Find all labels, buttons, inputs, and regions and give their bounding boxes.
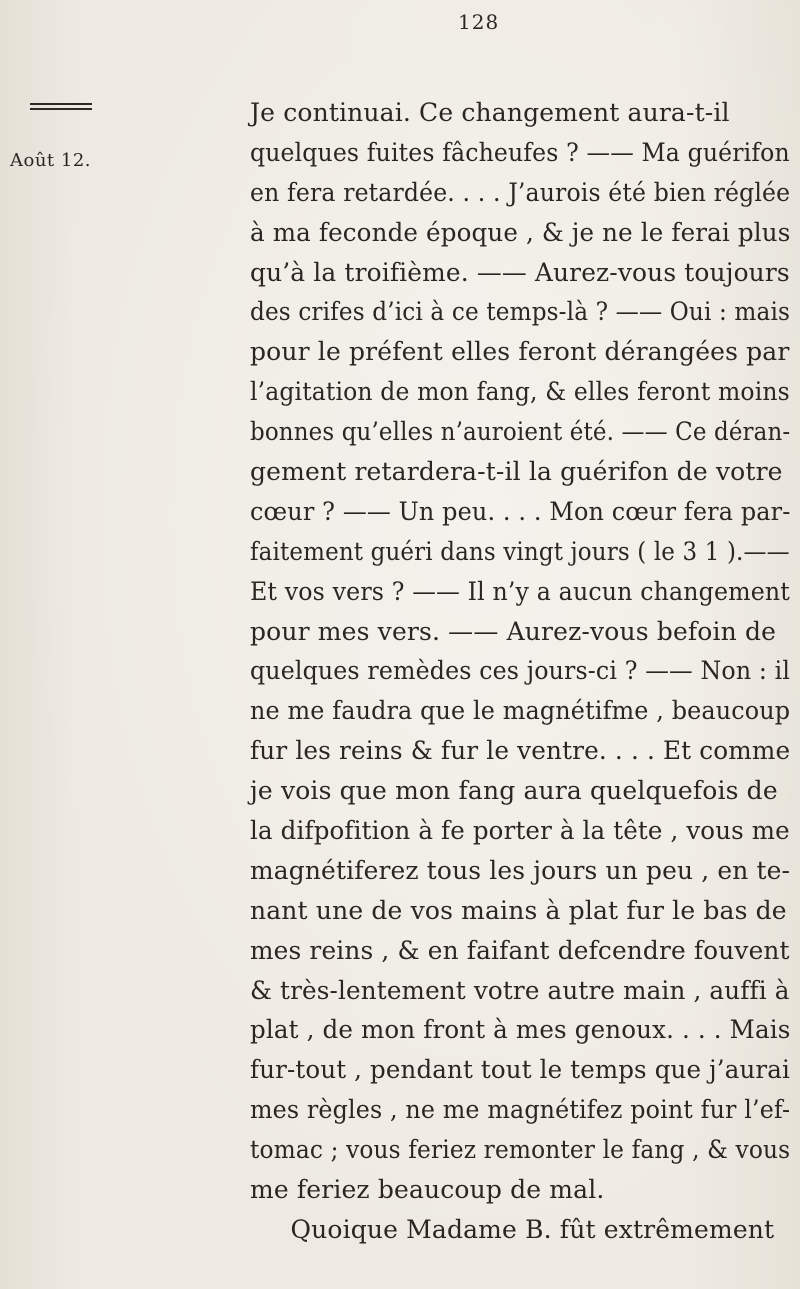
text-line: Quoique Madame B. fût extrêmement (250, 1214, 775, 1244)
text-line: mes règles , ne me magnétifez point fur l’ef- (250, 1095, 791, 1125)
text-line: magnétiferez tous les jours un peu , en te- (250, 855, 791, 885)
text-line: & très-lentement votre autre main , auffi à (250, 975, 790, 1005)
text-line: pour mes vers. —— Aurez-vous befoin de (250, 616, 777, 646)
text-line: qu’à la troifième. —— Aurez-vous toujours (250, 257, 790, 287)
margin-date-note: Août 12. (10, 150, 92, 171)
text-line: des crifes d’ici à ce temps-là ? —— Oui : mais (250, 297, 791, 327)
text-line: faitement guéri dans vingt jours ( le 3 1 ).—— (250, 536, 790, 566)
text-line: cœur ? —— Un peu. . . . Mon cœur fera par- (250, 496, 791, 526)
text-line: quelques remèdes ces jours-ci ? —— Non : il (250, 656, 791, 686)
text-line: je vois que mon fang aura quelquefois de (250, 776, 778, 806)
text-line: à ma feconde époque , & je ne le ferai plus (250, 217, 791, 247)
text-line: fur-tout , pendant tout le temps que j’aurai (250, 1055, 790, 1085)
text-line: plat , de mon front à mes genoux. . . . Mais (250, 1015, 791, 1045)
text-line: gement retardera-t-il la guérifon de votre (250, 457, 783, 487)
text-line: quelques fuites fâcheufes ? —— Ma guérifon (250, 137, 790, 167)
text-line: tomac ; vous feriez remonter le fang , & vous (250, 1135, 791, 1165)
text-line: Je continuai. Ce changement aura-t-il (250, 98, 730, 127)
text-line: nant une de vos mains à plat fur le bas de (250, 895, 787, 925)
text-line: me feriez beaucoup de mal. (250, 1175, 605, 1205)
body-text (250, 93, 790, 1250)
text-line: l’agitation de mon fang, & elles feront moins (250, 377, 790, 407)
text-line: ne me faudra que le magnétifme , beaucoup (250, 696, 791, 726)
text-line: mes reins , & en faifant defcendre fouvent (250, 935, 790, 965)
text-line: pour le préfent elles feront dérangées par (250, 337, 790, 367)
text-line: en fera retardée. . . . J’aurois été bien réglée (250, 177, 791, 207)
text-line: Et vos vers ? —— Il n’y a aucun changement (250, 576, 790, 606)
text-line: bonnes qu’elles n’auroient été. —— Ce déran- (250, 417, 791, 447)
margin-rule (30, 103, 92, 113)
text-line: fur les reins & fur le ventre. . . . Et comme (250, 736, 791, 766)
text-line: la difpofition à fe porter à la tête , vous me (250, 816, 790, 846)
page-number: 128 (458, 10, 500, 34)
